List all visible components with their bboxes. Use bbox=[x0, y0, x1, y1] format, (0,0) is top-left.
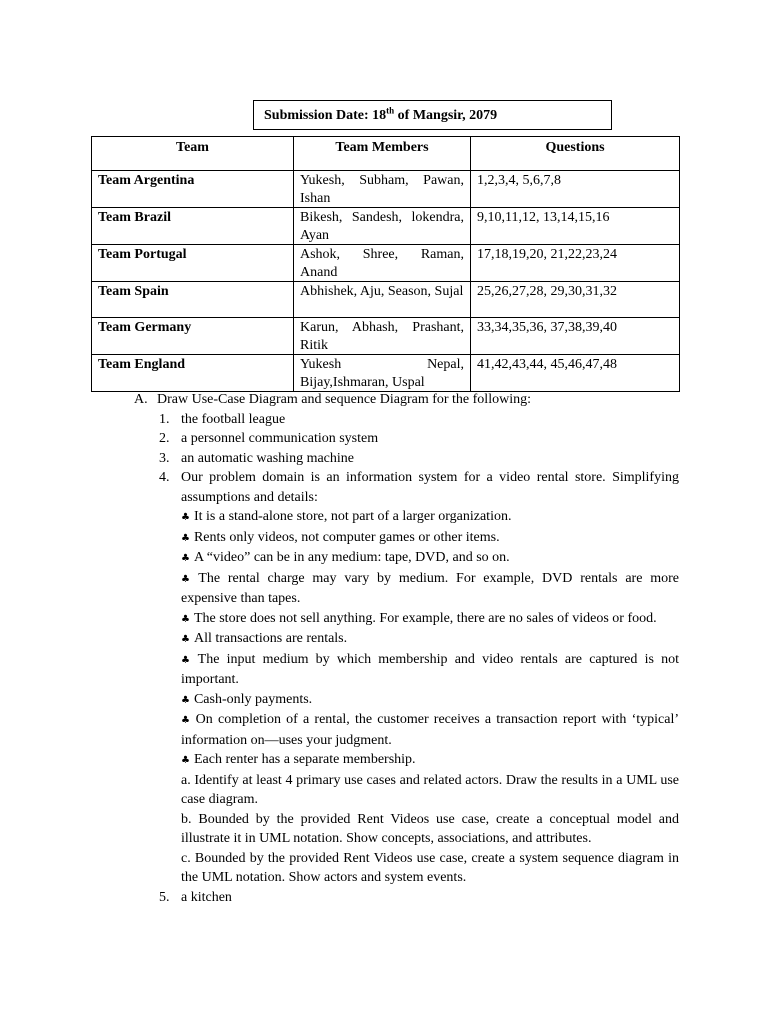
club-bullet-icon: ♣ bbox=[181, 532, 190, 544]
club-bullet-icon: ♣ bbox=[181, 654, 194, 666]
item-text: the football league bbox=[181, 411, 286, 427]
header-team: Team bbox=[92, 137, 294, 171]
club-bullet-icon: ♣ bbox=[181, 694, 190, 706]
bullet-item bbox=[181, 569, 679, 609]
subtask-b: b. Bounded by the provided Rent Videos use case, create a conceptual model and illustrate it in UML notation. Show concepts, associations, and attributes. bbox=[181, 811, 679, 846]
team-assignment-table bbox=[91, 136, 680, 392]
item-number: 1. bbox=[159, 411, 170, 427]
header-questions: Questions bbox=[471, 137, 680, 171]
section-marker: A. bbox=[134, 392, 148, 407]
bullet-item bbox=[181, 528, 679, 549]
table-row bbox=[92, 282, 680, 318]
section-heading-text: Draw Use-Case Diagram and sequence Diagram for the following: bbox=[157, 392, 531, 407]
list-item bbox=[159, 888, 679, 908]
bullet-text: It is a stand-alone store, not part of a larger organization. bbox=[193, 509, 512, 524]
bullet-item bbox=[181, 609, 679, 630]
questions-cell: 9,10,11,12, 13,14,15,16 bbox=[471, 208, 680, 245]
questions-cell: 33,34,35,36, 37,38,39,40 bbox=[471, 318, 680, 355]
team-name-cell: Team Argentina bbox=[92, 171, 294, 208]
bullet-item bbox=[181, 750, 679, 771]
list-item bbox=[159, 410, 679, 430]
club-bullet-icon: ♣ bbox=[181, 512, 190, 523]
team-members-cell: Karun, Abhash, Prashant, Ritik bbox=[294, 318, 471, 355]
item-number: 5. bbox=[159, 889, 170, 905]
team-members-cell: Abhishek, Aju, Season, Sujal bbox=[294, 282, 471, 318]
bullet-text: The store does not sell anything. For example, there are no sales of videos or food. bbox=[193, 610, 657, 626]
item-text: an automatic washing machine bbox=[181, 450, 354, 466]
questions-cell: 17,18,19,20, 21,22,23,24 bbox=[471, 245, 680, 282]
team-name-cell: Team Portugal bbox=[92, 245, 294, 282]
team-members-cell: Ashok, Shree, Raman, Anand bbox=[294, 245, 471, 282]
submission-date-box bbox=[253, 100, 612, 130]
item-number: 3. bbox=[159, 450, 170, 466]
questions-cell: 25,26,27,28, 29,30,31,32 bbox=[471, 282, 680, 318]
list-item bbox=[159, 429, 679, 449]
item-number: 2. bbox=[159, 431, 170, 446]
club-bullet-icon: ♣ bbox=[181, 613, 190, 625]
club-bullet-icon: ♣ bbox=[181, 573, 195, 585]
bullet-text: Rents only videos, not computer games or other items. bbox=[193, 529, 500, 545]
subtask-a: a. Identify at least 4 primary use cases and related actors. Draw the results in a UML use case diagram. bbox=[181, 772, 679, 807]
bullet-item bbox=[181, 507, 679, 528]
bullet-text: Cash-only payments. bbox=[193, 691, 313, 707]
table-row bbox=[92, 318, 680, 355]
team-name-cell: Team Brazil bbox=[92, 208, 294, 245]
submission-rest: of Mangsir, 2079 bbox=[394, 108, 498, 123]
team-members-cell: Bikesh, Sandesh, lokendra, Ayan bbox=[294, 208, 471, 245]
bullet-item bbox=[181, 629, 679, 650]
list-item bbox=[159, 468, 679, 888]
bullet-text: All transactions are rentals. bbox=[193, 631, 348, 646]
club-bullet-icon: ♣ bbox=[181, 715, 192, 726]
submission-label: Submission Date: 18 bbox=[264, 108, 387, 123]
table-row bbox=[92, 245, 680, 282]
item-text: a kitchen bbox=[181, 889, 232, 905]
header-team-members: Team Members bbox=[294, 137, 471, 171]
assignment-section bbox=[134, 390, 679, 907]
bullet-text: The input medium by which membership and video rentals are captured is not important. bbox=[181, 651, 680, 687]
club-bullet-icon: ♣ bbox=[181, 553, 190, 564]
table-row bbox=[92, 208, 680, 245]
bullet-text: The rental charge may vary by medium. For example, DVD rentals are more expensive than tapes. bbox=[181, 570, 679, 606]
list-item bbox=[159, 449, 679, 469]
subtask-c: c. Bounded by the provided Rent Videos use case, create a system sequence diagram in the UML notation. Show actors and system events. bbox=[181, 850, 679, 885]
team-name-cell: Team Spain bbox=[92, 282, 294, 318]
team-name-cell: Team England bbox=[92, 355, 294, 392]
club-bullet-icon: ♣ bbox=[181, 634, 190, 645]
bullet-item bbox=[181, 710, 679, 750]
bullet-item bbox=[181, 548, 679, 569]
questions-cell: 41,42,43,44, 45,46,47,48 bbox=[471, 355, 680, 392]
bullet-text: Each renter has a separate membership. bbox=[193, 752, 416, 767]
section-a-heading bbox=[134, 390, 679, 410]
item-text: a personnel communication system bbox=[181, 431, 379, 446]
item-text: Our problem domain is an information system for a video rental store. Simplifying assumptions and details: bbox=[181, 470, 679, 505]
submission-superscript: th bbox=[386, 105, 395, 116]
bullet-item bbox=[181, 650, 679, 690]
team-members-cell: Yukesh Nepal, Bijay,Ishmaran, Uspal bbox=[294, 355, 471, 392]
team-name-cell: Team Germany bbox=[92, 318, 294, 355]
club-bullet-icon: ♣ bbox=[181, 755, 190, 766]
table-row bbox=[92, 355, 680, 392]
bullet-text: On completion of a rental, the customer receives a transaction report with ‘typical’ information on—uses your judgment. bbox=[181, 712, 679, 748]
bullet-item bbox=[181, 690, 679, 711]
team-members-cell: Yukesh, Subham, Pawan, Ishan bbox=[294, 171, 471, 208]
item-body bbox=[181, 468, 679, 888]
item-number: 4. bbox=[159, 470, 170, 485]
table-header-row bbox=[92, 137, 680, 171]
questions-cell: 1,2,3,4, 5,6,7,8 bbox=[471, 171, 680, 208]
table-row bbox=[92, 171, 680, 208]
task-list bbox=[134, 410, 679, 908]
bullet-text: A “video” can be in any medium: tape, DVD, and so on. bbox=[193, 550, 510, 565]
